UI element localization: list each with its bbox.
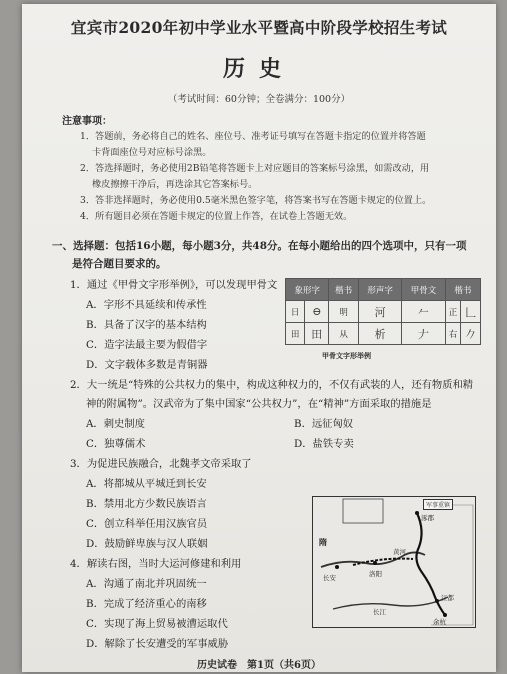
notice-line: 3．答非选择题时，务必使用0.5毫米黑色签字笔，将答案书写在答题卡规定的位置上。 xyxy=(80,195,432,206)
question-2-option-c: C．独尊儒术 xyxy=(86,438,146,450)
table-header: 甲骨文 xyxy=(402,279,445,301)
section-heading: 一、选择题：包括16小题，每小题3分，共48分。在每小题给出的四个选项中，只有一项 xyxy=(52,240,467,252)
map-label-yangtze: 长江 xyxy=(373,608,386,616)
grand-canal-map xyxy=(312,496,476,628)
page-footer: 历史试卷 第1页（共6页） xyxy=(197,660,321,671)
map-legend-sui: 隋 xyxy=(319,537,327,547)
map-label-yuhang: 余杭 xyxy=(433,618,446,626)
question-4-option-d: D．解除了长安遭受的军事威胁 xyxy=(86,638,229,650)
table-cell: 明 xyxy=(329,301,359,323)
table-cell: 日 xyxy=(286,301,305,323)
notice-line: 2．答选择题时，务必使用2B铅笔将答题卡上对应题目的答案标号涂黑，如需改动，用 xyxy=(80,163,430,174)
table-header: 形声字 xyxy=(358,279,401,301)
table-cell: 正 xyxy=(445,301,461,323)
notice-heading: 注意事项： xyxy=(62,116,112,127)
inset-box xyxy=(343,499,383,523)
table-cell: 析 xyxy=(358,323,401,345)
coastline xyxy=(425,505,473,625)
table-header: 象形字 xyxy=(286,279,329,301)
question-2-stem: 2．大一统是“特殊的公共权力的集中，构成这种权力的，不仅有武装的人，还有物质和精 xyxy=(70,379,474,391)
question-3-option-b: B．禁用北方少数民族语言 xyxy=(86,498,207,510)
map-label-yellow-river: 黄河 xyxy=(393,548,406,556)
table-cell: 右 xyxy=(445,323,461,345)
question-4-option-c: C．实现了海上贸易被漕运取代 xyxy=(86,618,228,630)
yangtze-river-line xyxy=(333,597,448,609)
jiangdu-marker xyxy=(435,599,439,603)
map-drawing xyxy=(313,497,475,627)
zhuojun-marker xyxy=(415,511,419,515)
map-label-luoyang: 洛阳 xyxy=(369,570,382,578)
question-3-stem: 3．为促进民族融合，北魏孝文帝采取了 xyxy=(70,458,252,470)
subject-title: 历史 xyxy=(222,56,295,82)
table-header: 楷书 xyxy=(445,279,480,301)
question-1-option-b: B．具备了汉字的基本结构 xyxy=(86,319,207,331)
question-1-stem: 1．通过《甲骨文字形举例》，可以发现甲骨文 xyxy=(70,279,278,291)
table-cell: 𠃊 xyxy=(461,301,481,323)
exam-title: 宜宾市2020年初中学业水平暨高中阶段学校招生考试 xyxy=(70,18,448,37)
exam-page xyxy=(22,4,496,672)
notice-line: 1．答题前，务必将自己的姓名、座位号、准考证号填写在答题卡指定的位置并将答题 xyxy=(80,131,426,142)
question-2-option-b: B．远征匈奴 xyxy=(294,418,354,430)
question-1-option-c: C．造字法最主要为假借字 xyxy=(86,339,208,351)
question-4-option-b: B．完成了经济重心的南移 xyxy=(86,598,207,610)
changan-marker xyxy=(335,565,339,569)
question-4-stem: 4．解读右图，当时大运河修建和利用 xyxy=(70,558,242,570)
oracle-script-table xyxy=(285,278,481,345)
table-cell: 𠂉 xyxy=(402,301,445,323)
table-cell: 𠂊 xyxy=(461,323,481,345)
question-3-option-a: A．将都城从平城迁到长安 xyxy=(86,478,207,490)
notice-line: 4．所有题目必须在答题卡规定的位置上作答，在试卷上答题无效。 xyxy=(80,211,353,222)
question-2-option-a: A．刺史制度 xyxy=(86,418,145,430)
table-cell: 田 xyxy=(286,323,305,345)
table-caption: 甲骨文字形举例 xyxy=(322,351,371,360)
table-cell: ⊖ xyxy=(305,301,329,323)
luoyang-marker xyxy=(373,561,377,565)
map-label-military: 军事重镇 xyxy=(423,499,453,510)
map-label-zhuojun: 涿郡 xyxy=(421,514,434,522)
notice-line: 卡背面座位号对应标号涂黑。 xyxy=(92,147,212,158)
time-info: （考试时间：60分钟；全卷满分：100分） xyxy=(167,94,351,105)
notice-line: 橡皮擦擦干净后，再选涂其它答案标号。 xyxy=(92,179,258,190)
table-cell: 田 xyxy=(305,323,329,345)
question-4-option-a: A．沟通了南北并巩固统一 xyxy=(86,578,207,590)
question-3-option-d: D．鼓励鲜卑族与汉人联姻 xyxy=(86,538,208,550)
question-2-option-d: D．盐铁专卖 xyxy=(294,438,354,450)
question-3-option-c: C．创立科举任用汉族官员 xyxy=(86,518,208,530)
section-heading-cont: 是符合题目要求的。 xyxy=(72,258,167,270)
table-header: 楷书 xyxy=(329,279,359,301)
map-label-changan: 长安 xyxy=(323,574,336,582)
table-cell: 𠂇 xyxy=(402,323,445,345)
table-cell: 河 xyxy=(358,301,401,323)
question-1-option-d: D．文字载体多数是青铜器 xyxy=(86,359,208,371)
map-label-jiangdu: 江都 xyxy=(441,594,454,602)
question-1-option-a: A．字形不具延续和传承性 xyxy=(86,299,207,311)
table-cell: 从 xyxy=(329,323,359,345)
question-2-stem-cont: 神的附属物”。汉武帝为了集中国家“公共权力”，在“精神”方面采取的措施是 xyxy=(86,398,432,410)
